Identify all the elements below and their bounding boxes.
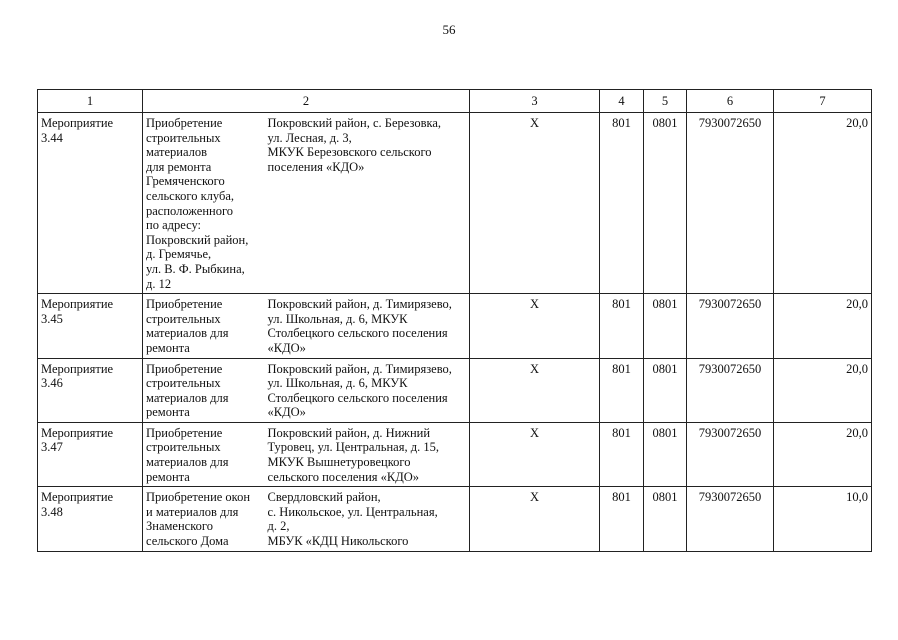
code-cell: 7930072650 (687, 113, 774, 294)
col4-cell: 801 (600, 487, 644, 551)
col3-cell: Х (470, 487, 600, 551)
description-cell: Приобретение строительных материалов для ремонта Гремяченского сельского клуба, расположенного по адресу: Покровский район, д. Гремячье, ул. В. Ф. Рыбкина, д. 12 (143, 113, 265, 294)
description-cell: Приобретение строительных материалов для ремонта (143, 422, 265, 486)
col4-cell: 801 (600, 358, 644, 422)
header-row (38, 90, 872, 113)
col3-cell: Х (470, 294, 600, 358)
address-cell: Свердловский район, с. Никольское, ул. Центральная, д. 2, МБУК «КДЦ Никольского (265, 487, 470, 551)
address-cell: Покровский район, д. Тимирязево, ул. Школьная, д. 6, МКУК Столбецкого сельского поселения «КДО» (265, 358, 470, 422)
col5-cell: 0801 (644, 358, 687, 422)
event-cell: Мероприятие 3.47 (38, 422, 143, 486)
code-cell: 7930072650 (687, 358, 774, 422)
header-cell-4: 4 (600, 90, 644, 113)
description-cell: Приобретение строительных материалов для ремонта (143, 358, 265, 422)
col3-cell: Х (470, 358, 600, 422)
table-row (38, 422, 872, 486)
event-cell: Мероприятие 3.48 (38, 487, 143, 551)
address-cell: Покровский район, д. Тимирязево, ул. Школьная, д. 6, МКУК Столбецкого сельского поселения «КДО» (265, 294, 470, 358)
event-cell: Мероприятие 3.44 (38, 113, 143, 294)
table-row (38, 294, 872, 358)
event-cell: Мероприятие 3.45 (38, 294, 143, 358)
address-cell: Покровский район, д. Нижний Туровец, ул. Центральная, д. 15, МКУК Вышнетуровецкого сельского поселения «КДО» (265, 422, 470, 486)
code-cell: 7930072650 (687, 294, 774, 358)
header-cell-6: 6 (687, 90, 774, 113)
table-row (38, 113, 872, 294)
header-cell-7: 7 (774, 90, 872, 113)
page-number: 56 (442, 22, 456, 37)
col5-cell: 0801 (644, 422, 687, 486)
amount-cell: 20,0 (774, 113, 872, 294)
description-cell: Приобретение окон и материалов для Знаменского сельского Дома (143, 487, 265, 551)
code-cell: 7930072650 (687, 422, 774, 486)
col4-cell: 801 (600, 422, 644, 486)
amount-cell: 20,0 (774, 422, 872, 486)
table-row (38, 487, 872, 551)
description-cell: Приобретение строительных материалов для ремонта (143, 294, 265, 358)
amount-cell: 20,0 (774, 358, 872, 422)
col4-cell: 801 (600, 113, 644, 294)
col5-cell: 0801 (644, 113, 687, 294)
header-cell-2: 2 (143, 90, 470, 113)
table-row (38, 358, 872, 422)
header-cell-5: 5 (644, 90, 687, 113)
col5-cell: 0801 (644, 487, 687, 551)
address-cell: Покровский район, с. Березовка, ул. Лесная, д. 3, МКУК Березовского сельского поселения «КДО» (265, 113, 470, 294)
event-cell: Мероприятие 3.46 (38, 358, 143, 422)
col4-cell: 801 (600, 294, 644, 358)
code-cell: 7930072650 (687, 487, 774, 551)
col5-cell: 0801 (644, 294, 687, 358)
budget-table (37, 89, 872, 552)
amount-cell: 20,0 (774, 294, 872, 358)
col3-cell: Х (470, 113, 600, 294)
col3-cell: Х (470, 422, 600, 486)
header-cell-3: 3 (470, 90, 600, 113)
amount-cell: 10,0 (774, 487, 872, 551)
header-cell-1: 1 (38, 90, 143, 113)
